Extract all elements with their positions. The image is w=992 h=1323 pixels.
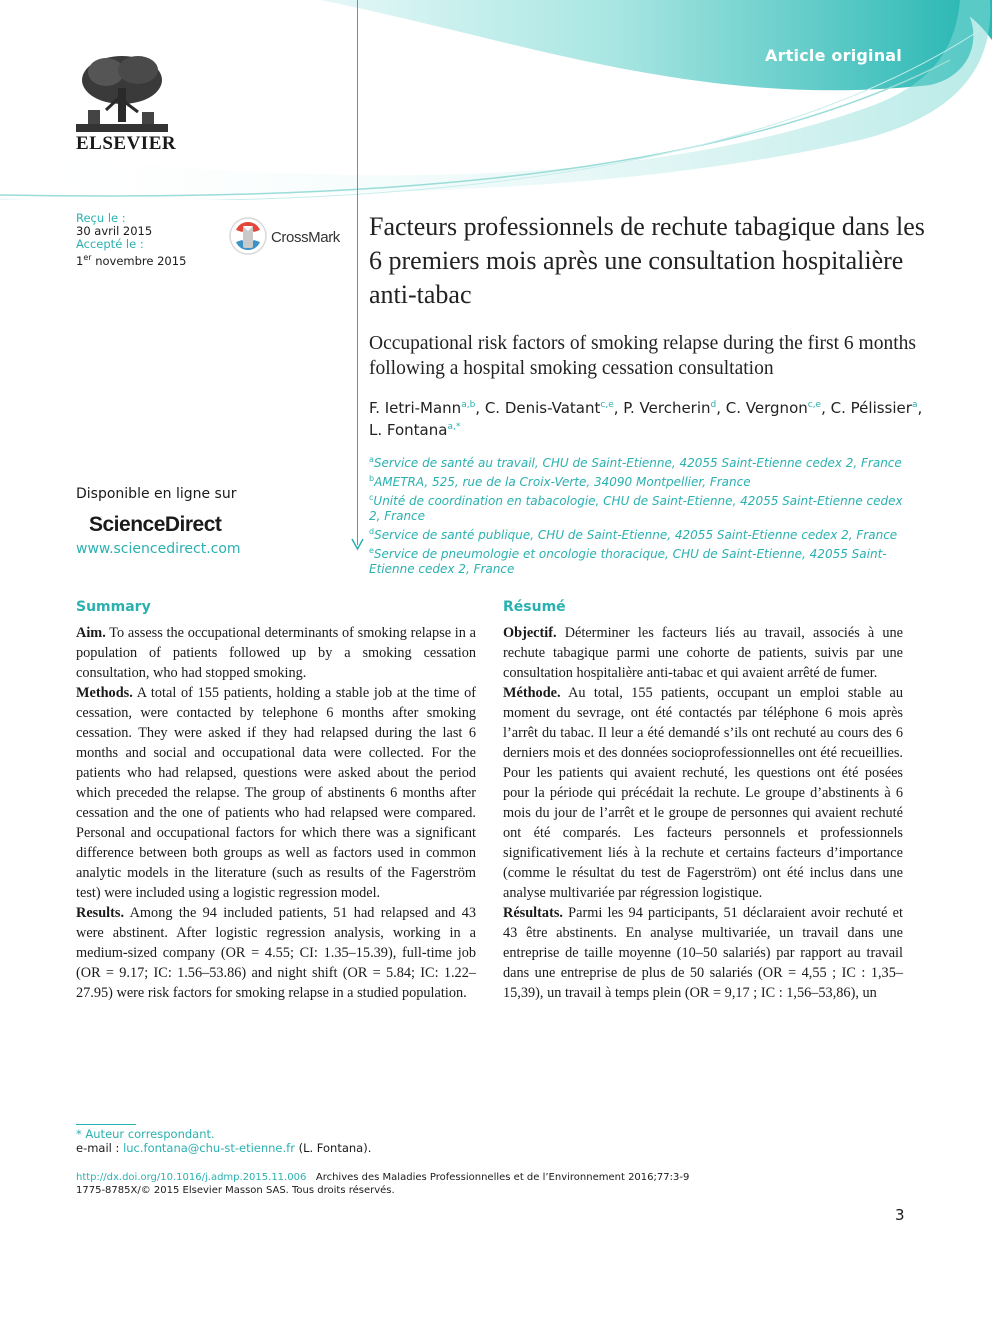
corresponding-author-note: * Auteur correspondant. — [76, 1127, 215, 1141]
email-link[interactable]: luc.fontana@chu-st-etienne.fr — [123, 1141, 295, 1155]
author[interactable]: L. Fontana$^{a,*}$ — [369, 421, 461, 439]
affiliation: $^a$Service de santé au travail, CHU de Saint-Etienne, 42055 Saint-Etienne cedex 2, France — [369, 455, 902, 470]
journal-citation: Archives des Maladies Professionnelles et de l’Environnement 2016;77:3-9 — [315, 1172, 690, 1183]
sciencedirect-logo[interactable]: ScienceDirect — [89, 513, 222, 536]
affiliation: $^d$Service de santé publique, CHU de Saint-Etienne, 42055 Saint-Etienne cedex 2, France — [369, 527, 898, 542]
online-label: Disponible en ligne sur — [76, 486, 237, 502]
received-date: 30 avril 2015 — [76, 224, 153, 238]
elsevier-tree-logo — [76, 50, 168, 132]
doi-line — [76, 1172, 689, 1183]
summary-paragraph: Methods. A total of 155 patients, holding a stable job at the time of cessation, were contacted by telephone 6 months after smoking cessation. They were asked if they had relapsed during the last 6 months and social and occupational data were collected. For the patients who had relapsed, questions were asked about the period which preceded the relapse. The group of abstinents 6 months after cessation and the one of patients who had relapsed were compared. Personal and occupational factors for which there was a significant difference between both groups as well as factors used in common analytic models in the literature (such as results of the Fagerström test) were included using a logistic regression model. — [76, 685, 476, 901]
page-number: 3 — [895, 1206, 905, 1224]
accepted-label: Accepté le : — [76, 237, 144, 251]
sciencedirect-link[interactable]: www.sciencedirect.com — [76, 541, 241, 557]
doi-link[interactable]: http://dx.doi.org/10.1016/j.admp.2015.11.006 — [76, 1172, 307, 1183]
article-title-fr: Facteurs professionnels de rechute tabagique dans les 6 premiers mois après une consultation hospitalière anti-tabac — [369, 212, 925, 309]
email-note: e-mail : luc.fontana@chu-st-etienne.fr (L. Fontana). — [76, 1141, 372, 1155]
resume-paragraph: Objectif. Déterminer les facteurs liés au travail, associés à une rechute tabagique parmi une cohorte de patients, suivis par une consultation hospitalière anti-tabac et qui avaient arrêté de fumer. — [503, 625, 903, 681]
summary-paragraph: Aim. To assess the occupational determinants of smoking relapse in a population of patients followed up by a smoking cessation consultation, who had stopped smoking. — [76, 625, 476, 681]
author[interactable]: C. Vergnon$^{c,e}$, — [725, 399, 831, 417]
summary-heading: Summary — [76, 599, 151, 615]
author-list — [369, 396, 929, 440]
author[interactable]: C. Denis-Vatant$^{c,e}$, — [484, 399, 624, 417]
received-label: Reçu le : — [76, 211, 126, 225]
affiliation: $^b$AMETRA, 525, rue de la Croix-Verte, 34090 Montpellier, France — [369, 474, 751, 489]
author[interactable]: P. Vercherin$^d$, — [623, 399, 726, 417]
resume-column — [503, 597, 903, 1003]
author[interactable]: F. Ietri-Mann$^{a,b}$, — [369, 399, 485, 417]
arrow-down-icon — [351, 537, 364, 551]
affiliation: $^e$Service de pneumologie et oncologie thoracique, CHU de Saint-Etienne, 42055 Saint-Etienne cedex 2, France — [369, 546, 887, 576]
footnote-rule — [76, 1124, 136, 1125]
section-tag: Article original — [765, 46, 902, 65]
summary-column — [76, 597, 476, 1003]
article-dates — [76, 212, 186, 268]
resume-paragraph: Résultats. Parmi les 94 participants, 51 déclaraient avoir rechuté et 43 être abstinents. En analyse multivariée, un travail dans une entreprise de taille moyenne (10–50 salariés) par rapport au travail dans une entreprise de plus de 50 salariés (OR = 4,55 ; IC : 1,35–15,39), un travail à temps plein (OR = 9,17 ; IC : 1,56–53,86), un — [503, 905, 903, 1001]
author[interactable]: C. Pélissier$^a$, — [830, 399, 923, 417]
accepted-day: 1 — [76, 253, 84, 268]
vertical-divider — [357, 0, 358, 545]
affiliation: $^c$Unité de coordination en tabacologie, CHU de Saint-Etienne, 42055 Saint-Etienne cedex 2, France — [369, 493, 903, 523]
summary-paragraph: Results. Among the 94 included patients, 51 had relapsed and 43 were abstinent. After logistic regression analysis, working in a medium-sized company (OR = 4.55; CI: 1.35–15.39), full-time job (OR = 9.17; IC: 1.56–53.86) and night shift (OR = 5.84; IC: 1.22–27.95) were risk factors for smoking relapse in a studied population. — [76, 905, 476, 1001]
resume-heading: Résumé — [503, 599, 566, 615]
copyright-line: 1775-8785X/© 2015 Elsevier Masson SAS. Tous droits réservés. — [76, 1185, 395, 1196]
affiliations — [369, 452, 909, 577]
crossmark-label: CrossMark — [271, 229, 340, 246]
accepted-date — [76, 251, 186, 268]
resume-paragraph: Méthode. Au total, 155 patients, occupant un emploi stable au moment du sevrage, ont été contactés par téléphone 6 mois après l’arrêt du tabac. Il leur a été demandé s’ils ont rechuté au cours des 6 derniers mois et des données socioprofessionnelles ont été recueillies. Pour les patients qui avaient rechuté, les questions ont été posées pour la période qui précédait la rechute. Le groupe d’abstinents à 6 mois du jour de l’arrêt et le groupe de personnes qui avaient rechuté ont été comparés. Les facteurs personnels et professionnels significativement liés à la rechute et certains facteurs d’importance (comme le résultat du test de Fagerström) ont été inclus dans une analyse multivariée par régression logistique. — [503, 685, 903, 901]
accepted-rest: novembre 2015 — [91, 253, 187, 268]
elsevier-wordmark: ELSEVIER — [76, 133, 177, 154]
article-title-en: Occupational risk factors of smoking relapse during the first 6 months following a hospital smoking cessation consultation — [369, 333, 916, 379]
accepted-sup: er — [83, 253, 92, 262]
